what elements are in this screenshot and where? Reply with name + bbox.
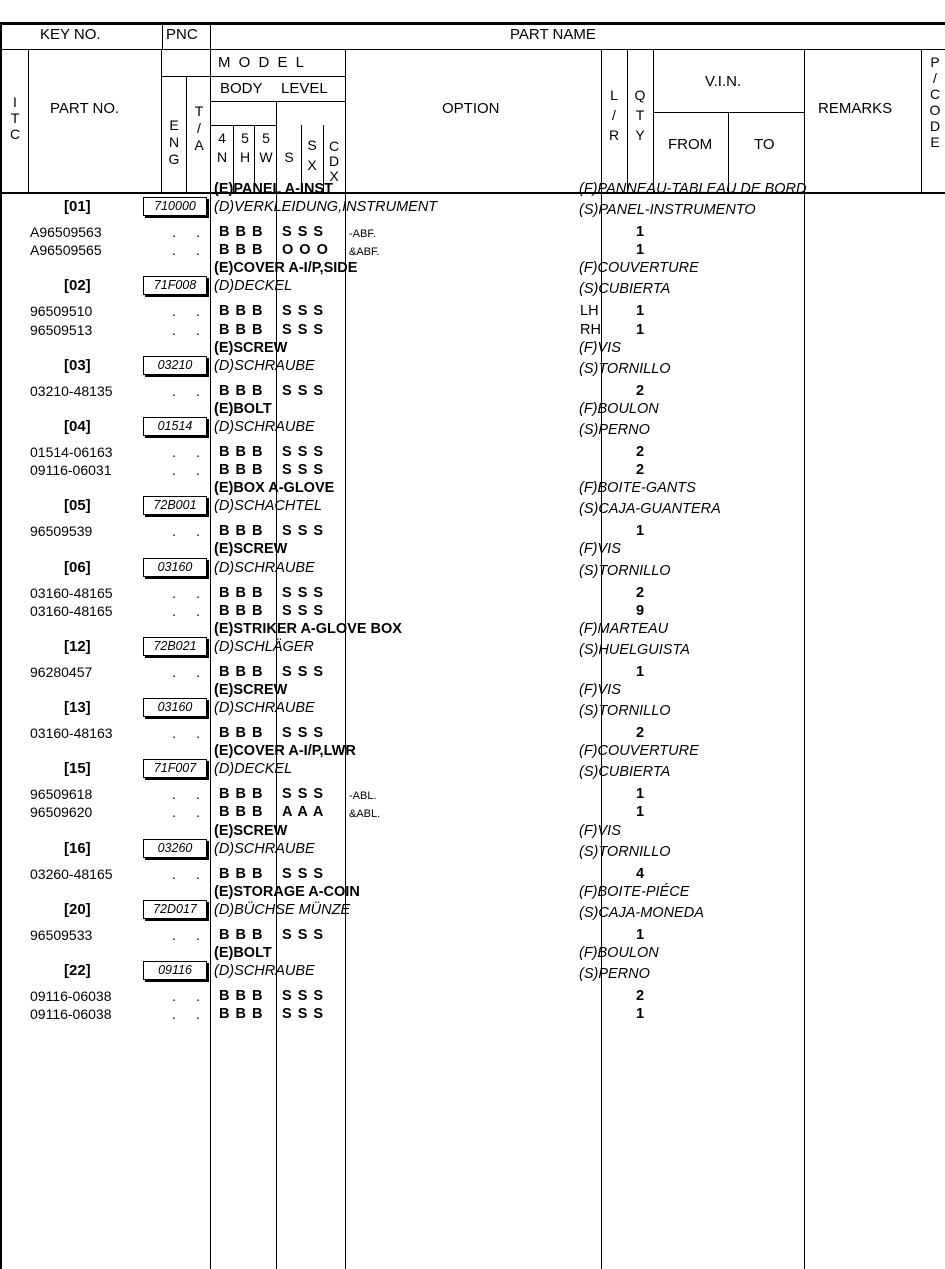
eng-dot: . bbox=[172, 462, 176, 479]
body-col-header-char: H bbox=[239, 149, 251, 165]
pnc-code-box: 71F008 bbox=[143, 276, 207, 295]
pnc-code-box: 03210 bbox=[143, 356, 207, 375]
part-name-french: (F)VIS bbox=[579, 541, 621, 558]
to-header: TO bbox=[754, 136, 775, 153]
key-number: [15] bbox=[64, 760, 91, 778]
part-name-spanish: (S)CAJA-GUANTERA bbox=[579, 501, 721, 518]
eng-dot: . bbox=[172, 725, 176, 742]
part-name-english: (E)STRIKER A-GLOVE BOX bbox=[214, 620, 402, 637]
part-number: 03160-48163 bbox=[30, 725, 113, 742]
part-name-spanish: (S)PERNO bbox=[579, 966, 650, 983]
pcode-header-char: D bbox=[929, 118, 941, 134]
level-sx-header-char: S bbox=[307, 137, 317, 153]
eng-dot: . bbox=[172, 224, 176, 241]
grid-line bbox=[210, 22, 211, 1269]
level-cdx-header-char: D bbox=[328, 153, 340, 169]
part-number: A96509565 bbox=[30, 242, 102, 259]
level-header: LEVEL bbox=[281, 80, 328, 97]
option-code: -ABF. bbox=[349, 228, 376, 241]
part-name-spanish: (S)HUELGUISTA bbox=[579, 641, 690, 658]
part-name-german: (D)SCHRAUBE bbox=[214, 840, 315, 857]
pnc-code-box: 72B021 bbox=[143, 637, 207, 656]
part-name-english: (E)STORAGE A-COIN bbox=[214, 883, 360, 900]
level-s-header: S bbox=[284, 149, 294, 165]
body-codes: B B B bbox=[219, 584, 264, 601]
part-name-spanish: (S)TORNILLO bbox=[579, 360, 671, 377]
eng-dot: . bbox=[172, 988, 176, 1005]
ta-dot: . bbox=[196, 242, 200, 259]
part-number: 01514-06163 bbox=[30, 444, 113, 461]
quantity: 1 bbox=[636, 926, 645, 943]
option-header: OPTION bbox=[442, 100, 500, 117]
grid-line bbox=[28, 50, 29, 193]
quantity: 2 bbox=[636, 382, 645, 399]
body-codes: B B B bbox=[219, 1006, 264, 1023]
pnc-code-box: 710000 bbox=[143, 197, 207, 216]
part-number: 96280457 bbox=[30, 663, 93, 680]
part-number: 09116-06038 bbox=[30, 988, 112, 1005]
quantity: 2 bbox=[636, 444, 645, 461]
pnc-code-box: 03260 bbox=[143, 839, 207, 858]
quantity: 1 bbox=[636, 523, 645, 540]
quantity: 1 bbox=[636, 242, 645, 259]
pnc-code-box: 72D017 bbox=[143, 900, 207, 919]
part-name-spanish: (S)PERNO bbox=[579, 421, 650, 438]
eng-dot: . bbox=[172, 584, 176, 601]
body-col-header-char: N bbox=[216, 149, 228, 165]
level-codes: S S S bbox=[282, 602, 325, 619]
pcode-header-char: P bbox=[930, 54, 940, 70]
key-number: [01] bbox=[64, 198, 91, 216]
level-codes: S S S bbox=[282, 462, 325, 479]
quantity: 1 bbox=[636, 786, 645, 803]
level-codes: S S S bbox=[282, 523, 325, 540]
ta-dot: . bbox=[196, 804, 200, 821]
body-codes: B B B bbox=[219, 926, 264, 943]
level-cdx-header-char: X bbox=[329, 168, 339, 184]
ta-dot: . bbox=[196, 725, 200, 742]
quantity: 2 bbox=[636, 988, 645, 1005]
level-codes: S S S bbox=[282, 725, 325, 742]
key-number: [22] bbox=[64, 962, 91, 980]
level-codes: S S S bbox=[282, 444, 325, 461]
level-codes: S S S bbox=[282, 321, 325, 338]
itc-header-char: C bbox=[9, 126, 21, 142]
part-number: A96509563 bbox=[30, 224, 102, 241]
part-name-german: (D)SCHRAUBE bbox=[214, 559, 315, 576]
part-number: 96509618 bbox=[30, 786, 93, 803]
quantity: 1 bbox=[636, 224, 645, 241]
header-top-border bbox=[0, 22, 945, 25]
ta-header-char: T bbox=[194, 103, 204, 119]
eng-dot: . bbox=[172, 786, 176, 803]
part-name-header: PART NAME bbox=[510, 26, 596, 43]
part-name-german: (D)SCHRAUBE bbox=[214, 963, 315, 980]
part-name-english: (E)PANEL A-INST bbox=[214, 181, 333, 197]
quantity: 2 bbox=[636, 725, 645, 742]
ta-dot: . bbox=[196, 988, 200, 1005]
eng-dot: . bbox=[172, 382, 176, 399]
level-codes: S S S bbox=[282, 303, 325, 320]
part-name-english: (E)SCREW bbox=[214, 541, 288, 558]
qty-header-char: T bbox=[635, 107, 645, 123]
pnc-code-box: 72B001 bbox=[143, 496, 207, 515]
key-number: [16] bbox=[64, 839, 91, 857]
ta-dot: . bbox=[196, 865, 200, 882]
lr-header-char: R bbox=[608, 127, 620, 143]
body-col-header-char: W bbox=[259, 149, 273, 165]
eng-dot: . bbox=[172, 242, 176, 259]
pnc-code-box: 71F007 bbox=[143, 759, 207, 778]
body-codes: B B B bbox=[219, 303, 264, 320]
grid-line bbox=[804, 50, 805, 1269]
pnc-code-box: 01514 bbox=[143, 417, 207, 436]
body-codes: B B B bbox=[219, 242, 264, 259]
lr-value: RH bbox=[580, 321, 601, 338]
grid-line bbox=[186, 76, 187, 193]
part-name-german: (D)SCHLÄGER bbox=[214, 638, 314, 655]
part-name-english: (E)COVER A-I/P,SIDE bbox=[214, 260, 358, 277]
part-name-spanish: (S)TORNILLO bbox=[579, 843, 671, 860]
body-codes: B B B bbox=[219, 321, 264, 338]
body-codes: B B B bbox=[219, 382, 264, 399]
part-number: 09116-06038 bbox=[30, 1006, 112, 1023]
ta-dot: . bbox=[196, 462, 200, 479]
part-name-german: (D)SCHACHTEL bbox=[214, 498, 322, 515]
body-header: BODY bbox=[220, 80, 263, 97]
eng-dot: . bbox=[172, 865, 176, 882]
eng-header-char: N bbox=[168, 134, 180, 150]
quantity: 2 bbox=[636, 462, 645, 479]
part-number: 96509513 bbox=[30, 321, 93, 338]
ta-dot: . bbox=[196, 444, 200, 461]
quantity: 1 bbox=[636, 1006, 645, 1023]
part-name-french: (F)BOULON bbox=[579, 945, 659, 962]
part-name-spanish: (S)PANEL-INSTRUMENTO bbox=[579, 202, 756, 219]
part-number: 03160-48165 bbox=[30, 602, 113, 619]
quantity: 1 bbox=[636, 663, 645, 680]
part-name-german: (D)DECKEL bbox=[214, 278, 293, 295]
part-name-german: (D)BÜCHSE MÜNZE bbox=[214, 901, 351, 918]
eng-dot: . bbox=[172, 926, 176, 943]
part-name-english: (E)COVER A-I/P,LWR bbox=[214, 743, 356, 760]
ta-header-char: A bbox=[194, 137, 204, 153]
option-code: &ABF. bbox=[349, 246, 380, 259]
part-name-spanish: (S)CUBIERTA bbox=[579, 281, 671, 298]
part-name-spanish: (S)TORNILLO bbox=[579, 703, 671, 720]
pnc-header: PNC bbox=[166, 26, 198, 43]
part-name-german: (D)DECKEL bbox=[214, 761, 293, 778]
part-name-spanish: (S)CAJA-MONEDA bbox=[579, 904, 704, 921]
part-no-header: PART NO. bbox=[50, 100, 120, 117]
option-code: -ABL. bbox=[349, 790, 377, 803]
grid-line bbox=[653, 50, 654, 193]
grid-line bbox=[162, 22, 163, 50]
body-codes: B B B bbox=[219, 865, 264, 882]
body-codes: B B B bbox=[219, 988, 264, 1005]
eng-dot: . bbox=[172, 602, 176, 619]
quantity: 2 bbox=[636, 584, 645, 601]
grid-line bbox=[345, 50, 346, 1269]
body-codes: B B B bbox=[219, 663, 264, 680]
grid-line bbox=[601, 50, 602, 1269]
pcode-header-char: O bbox=[929, 102, 941, 118]
body-col-header-char: 5 bbox=[241, 130, 249, 146]
body-codes: B B B bbox=[219, 444, 264, 461]
level-codes: S S S bbox=[282, 663, 325, 680]
part-number: 03260-48165 bbox=[30, 865, 113, 882]
eng-dot: . bbox=[172, 1006, 176, 1023]
key-number: [05] bbox=[64, 497, 91, 515]
body-codes: B B B bbox=[219, 523, 264, 540]
ta-dot: . bbox=[196, 523, 200, 540]
part-name-german: (D)VERKLEIDUNG,INSTRUMENT bbox=[214, 199, 438, 216]
part-number: 96509539 bbox=[30, 523, 93, 540]
ta-dot: . bbox=[196, 382, 200, 399]
part-name-french: (F)COUVERTURE bbox=[579, 260, 699, 277]
part-name-english: (E)SCREW bbox=[214, 339, 288, 356]
ta-dot: . bbox=[196, 321, 200, 338]
pnc-code-box: 03160 bbox=[143, 698, 207, 717]
key-number: [02] bbox=[64, 277, 91, 295]
key-number: [13] bbox=[64, 699, 91, 717]
part-name-french: (F)BOULON bbox=[579, 400, 659, 417]
part-name-french: (F)BOITE-PIÉCE bbox=[579, 883, 690, 900]
level-sx-header-char: X bbox=[307, 157, 317, 173]
level-cdx-header-char: C bbox=[328, 138, 340, 154]
ta-dot: . bbox=[196, 224, 200, 241]
grid-line bbox=[161, 50, 162, 193]
key-number: [04] bbox=[64, 417, 91, 435]
vin-header: V.I.N. bbox=[705, 73, 742, 90]
grid-line bbox=[627, 50, 628, 193]
grid-line bbox=[210, 125, 276, 126]
key-number: [12] bbox=[64, 637, 91, 655]
level-codes: S S S bbox=[282, 1006, 325, 1023]
part-name-french: (F)MARTEAU bbox=[579, 620, 669, 637]
part-name-french: (F)COUVERTURE bbox=[579, 743, 699, 760]
eng-dot: . bbox=[172, 444, 176, 461]
key-no-header: KEY NO. bbox=[40, 26, 101, 43]
ta-dot: . bbox=[196, 602, 200, 619]
eng-dot: . bbox=[172, 523, 176, 540]
eng-dot: . bbox=[172, 663, 176, 680]
ta-dot: . bbox=[196, 1006, 200, 1023]
part-number: 03210-48135 bbox=[30, 382, 113, 399]
level-codes: S S S bbox=[282, 382, 325, 399]
body-codes: B B B bbox=[219, 602, 264, 619]
quantity: 1 bbox=[636, 321, 645, 338]
body-col-header-char: 4 bbox=[218, 130, 226, 146]
part-name-spanish: (S)TORNILLO bbox=[579, 562, 671, 579]
remarks-header: REMARKS bbox=[818, 100, 893, 117]
lr-header-char: L bbox=[610, 87, 618, 103]
pnc-code-box: 03160 bbox=[143, 558, 207, 577]
part-name-german: (D)SCHRAUBE bbox=[214, 418, 315, 435]
level-codes: S S S bbox=[282, 786, 325, 803]
part-name-french: (F)VIS bbox=[579, 339, 621, 356]
ta-header-char: / bbox=[197, 120, 201, 136]
level-codes: O O O bbox=[282, 242, 329, 259]
body-codes: B B B bbox=[219, 462, 264, 479]
quantity: 4 bbox=[636, 865, 645, 882]
part-name-english: (E)SCREW bbox=[214, 682, 288, 698]
eng-header-char: E bbox=[169, 117, 179, 133]
eng-dot: . bbox=[172, 321, 176, 338]
body-col-header-char: 5 bbox=[262, 130, 270, 146]
lr-header-char: / bbox=[612, 107, 616, 123]
eng-header-char: G bbox=[168, 151, 180, 167]
qty-header-char: Y bbox=[635, 127, 645, 143]
grid-line bbox=[210, 76, 211, 193]
grid-line bbox=[921, 50, 922, 193]
body-codes: B B B bbox=[219, 725, 264, 742]
pnc-code-box: 09116 bbox=[143, 961, 207, 980]
pcode-header-char: C bbox=[929, 86, 941, 102]
part-number: 96509510 bbox=[30, 303, 93, 320]
part-number: 09116-06031 bbox=[30, 462, 112, 479]
part-name-english: (E)BOLT bbox=[214, 400, 272, 417]
lr-value: LH bbox=[580, 303, 599, 320]
eng-dot: . bbox=[172, 303, 176, 320]
level-codes: S S S bbox=[282, 926, 325, 943]
part-name-german: (D)SCHRAUBE bbox=[214, 357, 315, 374]
model-header: M O D E L bbox=[218, 54, 307, 71]
level-codes: A A A bbox=[282, 804, 325, 821]
from-header: FROM bbox=[668, 136, 713, 153]
itc-header-char: T bbox=[10, 110, 20, 126]
grid-line bbox=[161, 76, 345, 77]
grid-line bbox=[0, 22, 2, 1269]
part-name-french: (F)BOITE-GANTS bbox=[579, 480, 696, 497]
part-name-english: (E)SCREW bbox=[214, 822, 288, 839]
grid-line bbox=[210, 101, 345, 102]
part-name-french: (F)PANNEAU-TABLEAU DE BORD bbox=[579, 181, 807, 197]
ta-dot: . bbox=[196, 926, 200, 943]
part-name-german: (D)SCHRAUBE bbox=[214, 700, 315, 717]
ta-dot: . bbox=[196, 786, 200, 803]
key-number: [06] bbox=[64, 558, 91, 576]
ta-dot: . bbox=[196, 303, 200, 320]
quantity: 1 bbox=[636, 804, 645, 821]
level-codes: S S S bbox=[282, 865, 325, 882]
option-code: &ABL. bbox=[349, 808, 381, 821]
level-codes: S S S bbox=[282, 584, 325, 601]
part-name-french: (F)VIS bbox=[579, 682, 621, 698]
ta-dot: . bbox=[196, 584, 200, 601]
part-number: 96509533 bbox=[30, 926, 93, 943]
part-name-english: (E)BOLT bbox=[214, 945, 272, 962]
pcode-header-char: E bbox=[930, 134, 940, 150]
body-codes: B B B bbox=[219, 224, 264, 241]
quantity: 1 bbox=[636, 303, 645, 320]
key-number: [03] bbox=[64, 356, 91, 374]
part-name-french: (F)VIS bbox=[579, 822, 621, 839]
qty-header-char: Q bbox=[634, 87, 646, 103]
part-number: 96509620 bbox=[30, 804, 93, 821]
eng-dot: . bbox=[172, 804, 176, 821]
part-number: 03160-48165 bbox=[30, 584, 113, 601]
ta-dot: . bbox=[196, 663, 200, 680]
quantity: 9 bbox=[636, 602, 645, 619]
level-codes: S S S bbox=[282, 224, 325, 241]
part-name-english: (E)BOX A-GLOVE bbox=[214, 480, 335, 497]
part-name-spanish: (S)CUBIERTA bbox=[579, 764, 671, 781]
body-codes: B B B bbox=[219, 804, 264, 821]
key-number: [20] bbox=[64, 900, 91, 918]
itc-header-char: I bbox=[13, 94, 17, 110]
level-codes: S S S bbox=[282, 988, 325, 1005]
body-codes: B B B bbox=[219, 786, 264, 803]
pcode-header-char: / bbox=[933, 70, 937, 86]
